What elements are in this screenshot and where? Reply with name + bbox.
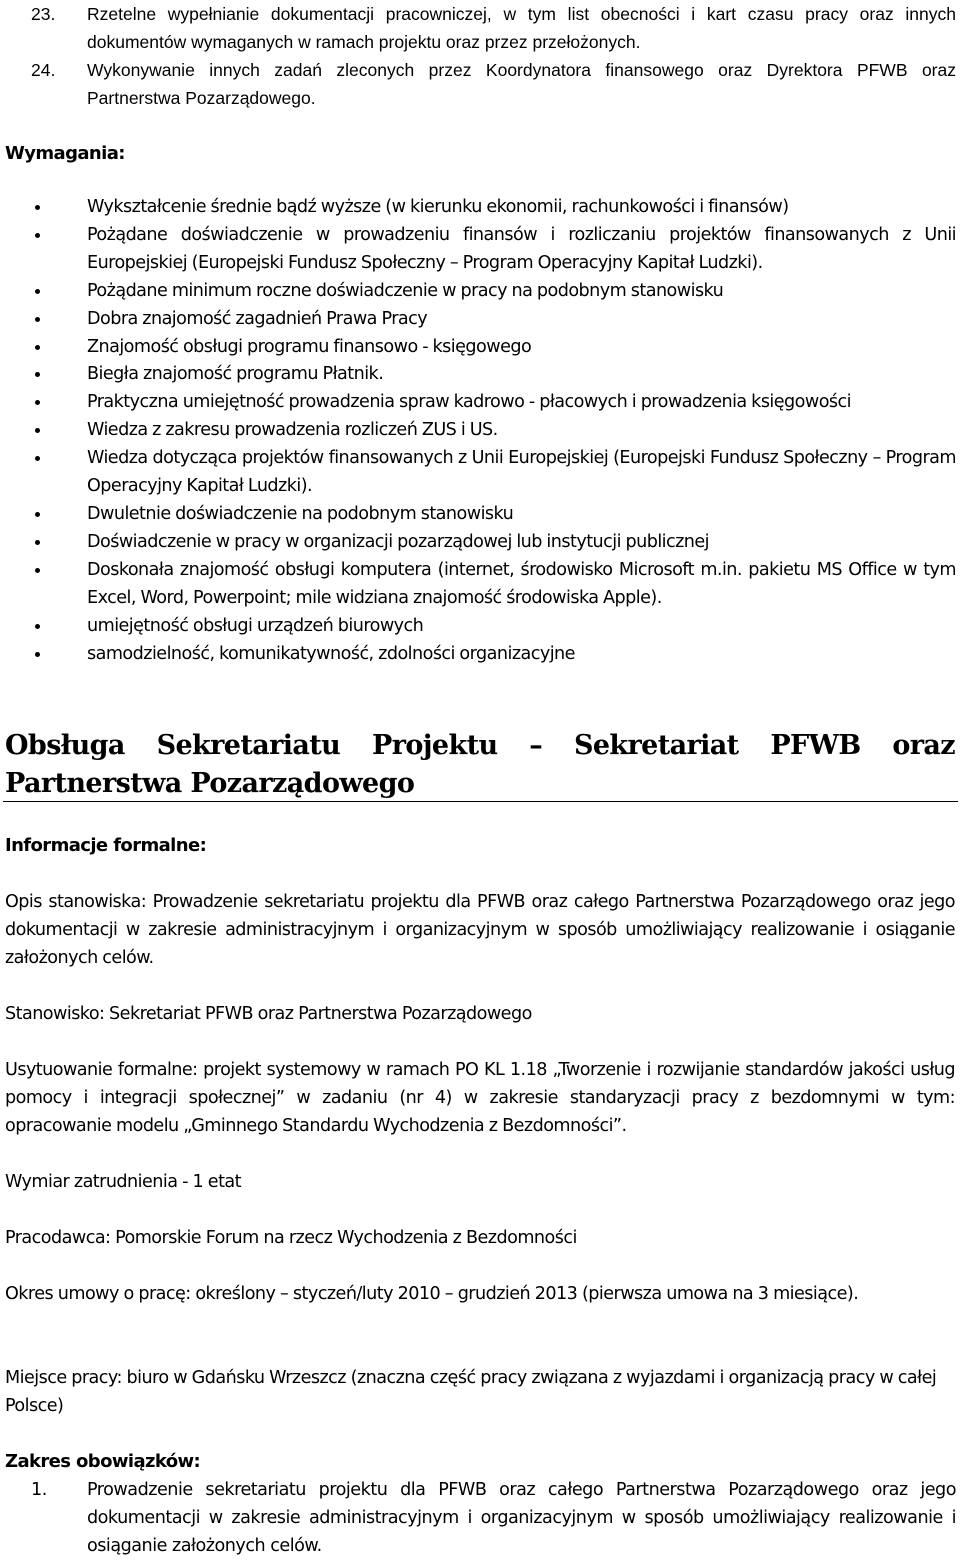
list-item [0,613,956,641]
bullet-icon [35,289,40,294]
list-item-text: Doświadczenie w pracy w organizacji pozarządowej lub instytucji publicznej [87,531,710,552]
list-item-text: Dwuletnie doświadczenie na podobnym stanowisku [87,503,514,524]
formal-placement: Usytuowanie formalne: projekt systemowy w ramach PO KL 1.18 „Tworzenie i rozwijanie standardów jakości usług pomocy i integracji społecznej” w zadaniu (nr 4) w zakresie standaryzacji pracy z bezdomnymi w tym: opracowanie modelu „Gminnego Standardu Wychodzenia z Bezdomności”. [5,1060,955,1136]
bullet-icon [35,205,40,210]
list-item-text: umiejętność obsługi urządzeń biurowych [87,615,424,636]
bullet-icon [35,345,40,350]
list-item [0,501,956,529]
list-item-text: Doskonała znajomość obsługi komputera (internet, środowisko Microsoft m.in. pakietu MS Office w tym Excel, Word, Powerpoint; mile widziana znajomość środowiska Apple). [87,559,956,608]
list-item-text: Znajomość obsługi programu finansowo - księgowego [87,336,532,357]
tasks-list-continued [0,0,956,112]
list-item [0,1476,956,1560]
list-item-text: Wiedza z zakresu prowadzenia rozliczeń ZUS i US. [87,420,498,441]
list-item [0,389,956,417]
list-item-text: Pożądane minimum roczne doświadczenie w pracy na podobnym stanowisku [87,280,724,301]
bullet-icon [35,652,40,657]
list-item [0,278,956,306]
bullet-icon [35,540,40,545]
list-item-text: Prowadzenie sekretariatu projektu dla PFWB oraz całego Partnerstwa Pozarządowego oraz jego dokumentacji w zakresie administracyjnym i organizacyjnym w sposób umożliwiający realizowanie i osiąganie założonych celów. [87,1480,956,1556]
list-item [0,529,956,557]
requirements-label: Wymagania: [5,143,125,164]
list-item [0,557,956,613]
workplace: Miejsce pracy: biuro w Gdańsku Wrzeszcz (znaczna część pracy związana z wyjazdami i organizacją pracy w całej Polsce) [5,1368,937,1416]
employer: Pracodawca: Pomorskie Forum na rzecz Wychodzenia z Bezdomności [5,1228,577,1248]
list-item [0,334,956,362]
list-item [0,306,956,334]
list-number: 1. [31,1480,47,1500]
bullet-icon [35,456,40,461]
section-heading: Obsługa Sekretariatu Projektu – Sekretariat PFWB oraz Partnerstwa Pozarządowego [5,730,955,799]
list-item [0,641,956,669]
list-item [0,417,956,445]
job-description: Opis stanowiska: Prowadzenie sekretariatu projektu dla PFWB oraz całego Partnerstwa Pozarządowego oraz jego dokumentacji w zakresie administracyjnym i organizacyjnym w sposób umożliwiający realizowanie i osiąganie założonych celów. [5,892,955,968]
list-item-text: Wiedza dotycząca projektów finansowanych z Unii Europejskiej (Europejski Fundusz Społeczny – Program Operacyjny Kapitał Ludzki). [87,448,956,497]
list-item-text: Wykonywanie innych zadań zleconych przez Koordynatora finansowego oraz Dyrektora PFWB oraz Partnerstwa Pozarządowego. [87,60,956,108]
contract-period: Okres umowy o pracę: określony – styczeń/luty 2010 – grudzień 2013 (pierwsza umowa na 3 miesiące). [5,1284,859,1304]
list-number: 23. [31,4,56,24]
bullet-icon [35,400,40,405]
list-item-text: Rzetelne wypełnianie dokumentacji pracowniczej, w tym list obecności i kart czasu pracy oraz innych dokumentów wymaganych w ramach projektu oraz przez przełożonych. [87,4,956,52]
list-item-text: Biegła znajomość programu Płatnik. [87,364,384,385]
bullet-icon [35,568,40,573]
list-item [0,222,956,278]
list-item [0,56,956,112]
list-item [0,0,956,56]
bullet-icon [35,372,40,377]
bullet-icon [35,317,40,322]
list-item [0,445,956,501]
section-divider [3,801,958,802]
list-item [0,194,956,222]
duties-label: Zakres obowiązków: [5,1451,201,1472]
position-name: Stanowisko: Sekretariat PFWB oraz Partnerstwa Pozarządowego [5,1004,532,1024]
bullet-icon [35,428,40,433]
list-item-text: samodzielność, komunikatywność, zdolności organizacyjne [87,643,575,664]
list-item-text: Pożądane doświadczenie w prowadzeniu finansów i rozliczaniu projektów finansowanych z Unii Europejskiej (Europejski Fundusz Społeczny – Program Operacyjny Kapitał Ludzki). [87,224,956,273]
list-item [0,361,956,389]
employment-size: Wymiar zatrudnienia - 1 etat [5,1172,242,1192]
bullet-icon [35,624,40,629]
list-item-text: Dobra znajomość zagadnień Prawa Pracy [87,308,428,329]
list-item-text: Wykształcenie średnie bądź wyższe (w kierunku ekonomii, rachunkowości i finansów) [87,197,789,217]
requirements-list [0,194,956,668]
list-number: 24. [31,60,56,80]
bullet-icon [35,512,40,517]
bullet-icon [35,233,40,238]
list-item-text: Praktyczna umiejętność prowadzenia spraw kadrowo - płacowych i prowadzenia księgowości [87,392,852,413]
duties-list [0,1476,956,1560]
formal-info-label: Informacje formalne: [5,835,207,856]
